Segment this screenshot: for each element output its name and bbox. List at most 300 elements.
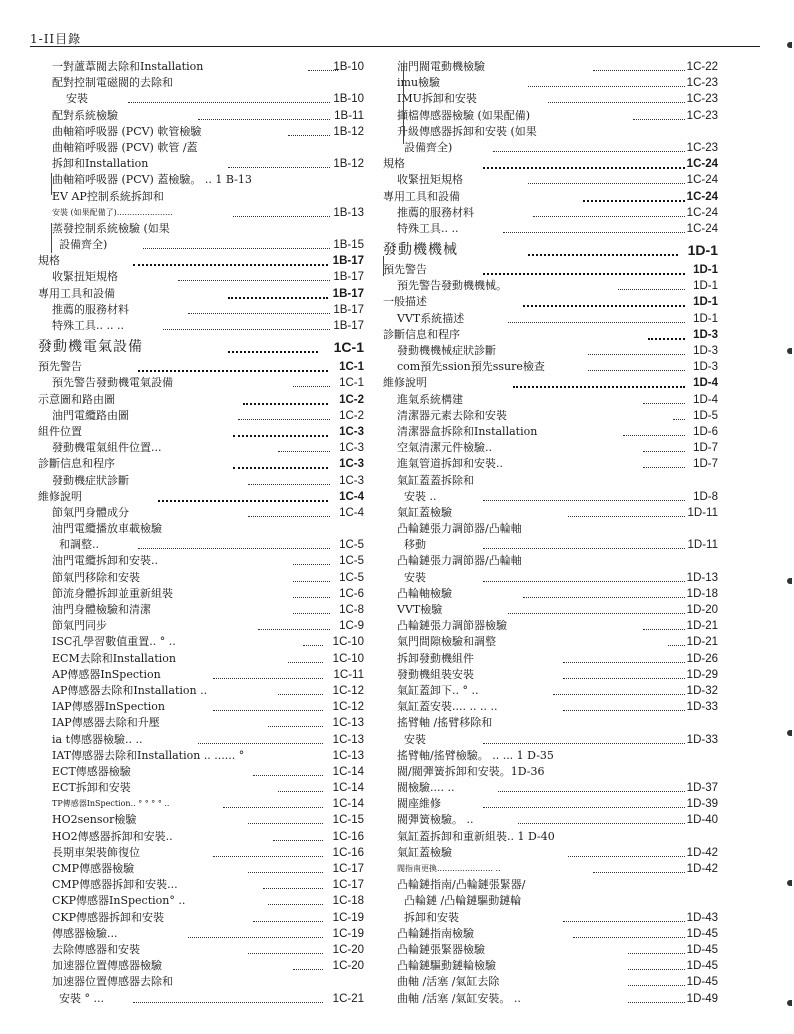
toc-entry-title: 維修說明 bbox=[383, 376, 427, 390]
dot-leader bbox=[593, 872, 685, 873]
dot-leader bbox=[303, 645, 323, 646]
dot-leader bbox=[528, 86, 685, 87]
toc-entry-title: 節氣門移除和安裝 bbox=[52, 570, 140, 584]
toc-entry bbox=[38, 812, 364, 828]
toc-entry-title: 診斷信息和程序 bbox=[38, 457, 115, 471]
toc-entry-title: 油門閥電動機檢驗 bbox=[397, 60, 485, 73]
toc-entry-title: CKP傳感器InSpection° .. bbox=[52, 894, 186, 908]
toc-entry bbox=[383, 108, 718, 124]
toc-page-number: 1D-11 bbox=[687, 506, 718, 519]
toc-entry-title: 預先警告發動機機械。 bbox=[397, 279, 507, 293]
toc-entry-title: 安裝 bbox=[404, 732, 426, 746]
toc-entry-title: VVT系統描述 bbox=[397, 311, 465, 325]
toc-entry-title: 凸輪鏈張力調節器/凸輪軸 bbox=[397, 554, 522, 568]
toc-entry-title: CMP傳感器檢驗 bbox=[52, 862, 135, 875]
toc-page-number: 1C-12 bbox=[332, 701, 364, 714]
toc-entry-title: 特殊工具.. .. bbox=[397, 221, 459, 235]
toc-entry-title: EV AP控制系統拆卸和 bbox=[52, 189, 164, 203]
toc-entry-title: 發動機電氣設備 bbox=[38, 339, 143, 356]
dot-leader bbox=[483, 743, 685, 744]
toc-page-number: 1D-11 bbox=[687, 539, 718, 552]
dot-leader bbox=[133, 1002, 323, 1003]
toc-entry-title: 和調整.. bbox=[59, 538, 99, 552]
toc-entry bbox=[38, 473, 364, 489]
margin-bar bbox=[51, 173, 52, 195]
toc-entry bbox=[383, 343, 718, 359]
dot-leader bbox=[268, 726, 323, 727]
dot-leader bbox=[248, 823, 323, 824]
toc-entry-title: 曲軸箱呼吸器 (PCV) 蓋檢驗。 .. 1 B-13 bbox=[52, 173, 252, 187]
toc-entry bbox=[38, 237, 364, 253]
toc-entry-title: 曲軸箱呼吸器 (PCV) 軟管 /蓋 bbox=[52, 140, 198, 154]
toc-page-number: 1B-12 bbox=[333, 125, 364, 138]
toc-page-number: 1D-6 bbox=[693, 425, 718, 438]
dot-leader bbox=[223, 807, 323, 808]
toc-page-number: 1C-13 bbox=[332, 733, 364, 746]
dot-leader bbox=[228, 351, 318, 353]
toc-entry-title: 發動機症狀診斷 bbox=[52, 473, 129, 487]
toc-heading bbox=[383, 189, 718, 205]
toc-page-number: 1C-24 bbox=[686, 190, 718, 203]
toc-entry bbox=[38, 269, 364, 285]
dot-leader bbox=[523, 305, 685, 307]
toc-heading bbox=[38, 456, 364, 472]
toc-entry-title: 收緊扭矩規格 bbox=[397, 173, 463, 187]
toc-entry-title: 油門電纜拆卸和安裝.. bbox=[52, 554, 158, 568]
toc-entry bbox=[383, 221, 718, 237]
dot-leader bbox=[628, 1002, 685, 1003]
dot-leader bbox=[228, 167, 330, 168]
toc-page-number: 1D-13 bbox=[686, 571, 718, 584]
toc-page-number: 1D-7 bbox=[693, 458, 718, 471]
toc-entry-title: 收緊扭矩規格 bbox=[52, 270, 118, 284]
toc-page-number: 1C-14 bbox=[332, 765, 364, 778]
dot-leader bbox=[213, 710, 323, 711]
toc-entry bbox=[383, 861, 718, 877]
dot-leader bbox=[213, 856, 323, 857]
toc-entry-title: 推薦的服務材料 bbox=[52, 302, 129, 316]
toc-page-number: 1C-20 bbox=[332, 960, 364, 973]
dot-leader bbox=[178, 280, 330, 281]
toc-page-number: 1C-13 bbox=[332, 749, 364, 762]
toc-entry bbox=[383, 311, 718, 327]
page-header: 1-II目錄 bbox=[30, 32, 82, 46]
toc-entry bbox=[38, 124, 364, 140]
toc-page-number: 1C-19 bbox=[332, 911, 364, 924]
toc-entry bbox=[38, 715, 364, 731]
toc-entry-title: 閥指南更換...................... .. bbox=[397, 864, 501, 873]
toc-entry bbox=[38, 537, 364, 553]
dot-leader bbox=[293, 564, 330, 565]
scan-mark bbox=[787, 348, 792, 354]
toc-entry-title: 設備齊全) bbox=[404, 140, 453, 154]
toc-page-number: 1C-24 bbox=[686, 158, 718, 171]
toc-entry bbox=[38, 75, 364, 91]
toc-page-number: 1C-10 bbox=[332, 636, 364, 649]
dot-leader bbox=[643, 451, 685, 452]
toc-page-number: 1C-3 bbox=[339, 425, 364, 438]
toc-page-number: 1C-14 bbox=[332, 782, 364, 795]
toc-page-number: 1D-29 bbox=[686, 668, 718, 681]
toc-page-number: 1D-26 bbox=[686, 652, 718, 665]
margin-bar bbox=[403, 64, 404, 144]
toc-page-number: 1D-5 bbox=[693, 409, 718, 422]
toc-page-number: 1D-33 bbox=[686, 701, 718, 714]
toc-entry-title: 加速器位置傳感器去除和 bbox=[52, 975, 173, 989]
toc-entry-title: 預先警告發動機電氣設備 bbox=[52, 376, 173, 390]
toc-entry bbox=[38, 602, 364, 618]
toc-page-number: 1D-39 bbox=[686, 798, 718, 811]
toc-entry bbox=[383, 553, 718, 569]
toc-entry bbox=[383, 75, 718, 91]
toc-page-number: 1C-1 bbox=[339, 361, 364, 374]
toc-entry-title: ISC孔學習數值重置.. ° .. bbox=[52, 635, 176, 649]
toc-entry-title: 凸輪鏈張力調節器/凸輪軸 bbox=[397, 522, 522, 536]
dot-leader bbox=[258, 629, 330, 630]
toc-entry bbox=[38, 140, 364, 156]
toc-page-number: 1B-10 bbox=[333, 93, 364, 106]
toc-entry bbox=[383, 764, 718, 780]
toc-entry-title: 規格 bbox=[38, 254, 60, 268]
toc-page-number: 1C-23 bbox=[686, 109, 718, 122]
toc-page-number: 1B-17 bbox=[332, 255, 364, 268]
dot-leader bbox=[293, 386, 330, 387]
toc-heading bbox=[38, 392, 364, 408]
toc-entry bbox=[38, 667, 364, 683]
toc-entry-title: 氣缸蓋蓋拆除和 bbox=[397, 473, 474, 487]
toc-page-number: 1D-32 bbox=[686, 684, 718, 697]
toc-page-number: 1D-45 bbox=[686, 960, 718, 973]
toc-entry bbox=[383, 489, 718, 505]
toc-page-number: 1D-1 bbox=[693, 312, 718, 325]
toc-entry bbox=[38, 156, 364, 172]
toc-section bbox=[383, 237, 718, 262]
toc-page-number: 1B-17 bbox=[333, 271, 364, 284]
toc-entry-title: 油門電纜路由圖 bbox=[52, 408, 129, 422]
toc-heading bbox=[38, 253, 364, 269]
toc-entry-title: IAT傳感器去除和Installation .. ...... ° bbox=[52, 748, 245, 762]
toc-entry-title: 曲軸箱呼吸器 (PCV) 軟管檢驗 bbox=[52, 124, 202, 138]
toc-entry bbox=[38, 91, 364, 107]
toc-entry bbox=[38, 221, 364, 237]
toc-page-number: 1C-12 bbox=[332, 684, 364, 697]
dot-leader bbox=[158, 500, 328, 502]
toc-entry bbox=[383, 667, 718, 683]
toc-page-number: 1D-20 bbox=[686, 604, 718, 616]
toc-heading bbox=[38, 424, 364, 440]
dot-leader bbox=[563, 921, 685, 922]
toc-page-number: 1B-17 bbox=[332, 287, 364, 300]
dot-leader bbox=[238, 419, 330, 420]
toc-page-number: 1C-2 bbox=[339, 409, 364, 422]
dot-leader bbox=[188, 937, 323, 938]
scan-mark bbox=[787, 880, 792, 886]
dot-leader bbox=[628, 953, 685, 954]
dot-leader bbox=[198, 119, 330, 120]
toc-page-number: 1B-10 bbox=[333, 61, 364, 73]
margin-bar bbox=[383, 256, 384, 276]
toc-entry-title: 拆卸發動機組件 bbox=[397, 651, 474, 665]
toc-entry bbox=[38, 699, 364, 715]
toc-page-number: 1D-4 bbox=[693, 393, 718, 406]
toc-page-number: 1B-17 bbox=[333, 320, 364, 332]
dot-leader bbox=[483, 581, 685, 582]
dot-leader bbox=[583, 200, 685, 202]
toc-entry-title: 進氣管道拆卸和安裝.. bbox=[397, 457, 503, 471]
toc-entry-title: 曲軸 /活塞 /氣缸去除 bbox=[397, 975, 500, 989]
dot-leader bbox=[133, 264, 328, 266]
dot-leader bbox=[648, 338, 685, 340]
toc-entry bbox=[38, 189, 364, 205]
toc-entry bbox=[383, 537, 718, 553]
dot-leader bbox=[513, 386, 685, 388]
toc-entry bbox=[38, 845, 364, 861]
toc-entry bbox=[38, 796, 364, 812]
toc-entry bbox=[383, 926, 718, 942]
dot-leader bbox=[243, 403, 328, 405]
toc-page-number: 1D-40 bbox=[686, 814, 718, 827]
toc-entry-title: TP傳感器InSpection.. ° ° ° ° .. bbox=[52, 799, 170, 809]
dot-leader bbox=[273, 840, 323, 841]
dot-leader bbox=[493, 151, 685, 152]
toc-entry bbox=[38, 764, 364, 780]
toc-entry bbox=[38, 59, 364, 75]
toc-entry bbox=[383, 172, 718, 188]
dot-leader bbox=[643, 629, 685, 630]
toc-entry-title: 規格 bbox=[383, 157, 405, 171]
toc-entry-title: 一對蘆葦閥去除和Installation bbox=[52, 60, 204, 73]
toc-entry-title: CKP傳感器拆卸和安裝 bbox=[52, 910, 165, 924]
dot-leader bbox=[228, 297, 328, 299]
dot-leader bbox=[518, 823, 685, 824]
toc-entry-title: 傳感器檢驗... bbox=[52, 926, 118, 940]
dot-leader bbox=[293, 969, 323, 970]
toc-entry-title: 預先警告 bbox=[383, 263, 427, 277]
toc-entry-title: 搖臂軸/搖臂檢驗。 .. ... 1 D-35 bbox=[397, 748, 554, 762]
toc-page-number: 1C-1 bbox=[333, 339, 364, 356]
toc-entry-title: 安裝 ° ... bbox=[59, 991, 104, 1005]
toc-entry-title: 診斷信息和程序 bbox=[383, 327, 460, 341]
dot-leader bbox=[163, 329, 330, 330]
toc-entry-title: 空氣清潔元件檢驗.. bbox=[397, 441, 492, 455]
toc-entry bbox=[38, 877, 364, 893]
toc-page-number: 1C-4 bbox=[339, 506, 364, 519]
scan-mark bbox=[787, 1000, 792, 1006]
toc-entry-title: 安裝 .. bbox=[404, 489, 437, 503]
dot-leader bbox=[278, 791, 323, 792]
dot-leader bbox=[573, 937, 685, 938]
dot-leader bbox=[278, 694, 323, 695]
toc-entry bbox=[383, 618, 718, 634]
dot-leader bbox=[673, 419, 685, 420]
toc-page-number: 1C-23 bbox=[686, 93, 718, 106]
toc-heading bbox=[38, 286, 364, 302]
dot-leader bbox=[568, 516, 685, 517]
toc-entry bbox=[383, 796, 718, 812]
toc-heading bbox=[383, 375, 718, 391]
dot-leader bbox=[563, 662, 685, 663]
toc-entry-title: 推薦的服務材料 bbox=[397, 205, 474, 219]
dot-leader bbox=[483, 548, 685, 549]
toc-entry bbox=[383, 829, 718, 845]
toc-entry bbox=[38, 926, 364, 942]
toc-entry bbox=[38, 958, 364, 974]
dot-leader bbox=[618, 289, 685, 290]
header-rule bbox=[30, 46, 760, 47]
toc-entry-title: 凸輪鏈指南檢驗 bbox=[397, 926, 474, 940]
toc-page-number: 1C-15 bbox=[332, 814, 364, 827]
toc-entry-title: 節流身體拆卸並重新組裝 bbox=[52, 586, 173, 600]
toc-entry-title: 預先警告 bbox=[38, 360, 82, 374]
toc-entry bbox=[383, 440, 718, 456]
toc-entry-title: 閥彈簧檢驗。 .. bbox=[397, 813, 474, 827]
toc-entry-title: ECM去除和Installation bbox=[52, 651, 177, 665]
dot-leader bbox=[553, 694, 685, 695]
toc-heading bbox=[383, 294, 718, 310]
toc-entry bbox=[38, 172, 364, 188]
toc-entry bbox=[383, 521, 718, 537]
toc-page-number: 1D-42 bbox=[686, 863, 718, 875]
toc-entry bbox=[383, 634, 718, 650]
toc-entry bbox=[38, 505, 364, 521]
toc-entry-title: 氣缸蓋安裝.... .. .. .. bbox=[397, 700, 498, 714]
toc-entry bbox=[383, 683, 718, 699]
toc-entry-title: 維修說明 bbox=[38, 489, 82, 503]
toc-page-number: 1C-18 bbox=[332, 895, 364, 908]
toc-page-number: 1D-3 bbox=[693, 328, 718, 341]
toc-heading bbox=[383, 327, 718, 343]
toc-entry-title: 安裝 bbox=[66, 92, 88, 106]
toc-page-number: 1B-17 bbox=[333, 303, 364, 316]
toc-page-number: 1D-49 bbox=[686, 992, 718, 1005]
toc-entry bbox=[38, 651, 364, 667]
toc-right-column bbox=[383, 59, 718, 1007]
dot-leader bbox=[248, 484, 330, 485]
toc-entry-title: 發動機機械 bbox=[383, 242, 458, 259]
toc-page-number: 1B-11 bbox=[334, 109, 364, 122]
toc-entry bbox=[38, 553, 364, 569]
toc-entry bbox=[383, 780, 718, 796]
toc-entry-title: 發動機電氣組件位置... bbox=[52, 441, 162, 455]
dot-leader bbox=[138, 370, 328, 372]
toc-entry-title: HO2傳感器拆卸和安裝.. bbox=[52, 829, 173, 843]
toc-page-number: 1B-15 bbox=[333, 239, 364, 252]
toc-page-number: 1C-24 bbox=[686, 174, 718, 187]
toc-entry-title: 擷檔傳感器檢驗 (如果配備) bbox=[397, 108, 531, 122]
toc-entry bbox=[38, 521, 364, 537]
toc-page-number: 1C-23 bbox=[686, 77, 718, 90]
toc-entry-title: 凸輪鏈張力調節器檢驗 bbox=[397, 619, 507, 633]
toc-page-number: 1C-3 bbox=[339, 442, 364, 455]
dot-leader bbox=[293, 613, 330, 614]
dot-leader bbox=[233, 467, 328, 469]
toc-entry bbox=[38, 618, 364, 634]
toc-page-number: 1D-1 bbox=[693, 264, 718, 277]
toc-heading bbox=[38, 489, 364, 505]
toc-entry bbox=[383, 602, 718, 618]
toc-page-number: 1C-5 bbox=[339, 539, 364, 552]
toc-entry-title: HO2sensor檢驗 bbox=[52, 813, 137, 827]
dot-leader bbox=[263, 888, 323, 889]
dot-leader bbox=[253, 775, 323, 776]
toc-page-number: 1D-21 bbox=[686, 636, 718, 649]
toc-entry-title: 特殊工具.. .. .. bbox=[52, 319, 124, 332]
dot-leader bbox=[268, 904, 323, 905]
toc-entry bbox=[38, 829, 364, 845]
toc-entry bbox=[38, 991, 364, 1007]
toc-entry bbox=[383, 586, 718, 602]
toc-page-number: 1D-37 bbox=[686, 782, 718, 795]
toc-entry-title: 加速器位置傳感器檢驗 bbox=[52, 959, 162, 973]
toc-page-number: 1C-6 bbox=[339, 587, 364, 600]
toc-entry bbox=[38, 683, 364, 699]
toc-entry bbox=[383, 715, 718, 731]
toc-page-number: 1C-21 bbox=[332, 992, 364, 1005]
scan-mark bbox=[787, 42, 792, 48]
dot-leader bbox=[588, 370, 685, 371]
toc-page-number: 1C-24 bbox=[686, 222, 718, 235]
toc-entry-title: 安裝 bbox=[404, 570, 426, 584]
toc-page-number: 1D-42 bbox=[686, 846, 718, 859]
toc-page-number: 1D-7 bbox=[693, 442, 718, 455]
toc-entry bbox=[383, 278, 718, 294]
toc-page-number: 1D-4 bbox=[693, 377, 718, 390]
toc-entry bbox=[38, 748, 364, 764]
toc-entry-title: IMU拆卸和安裝 bbox=[397, 92, 477, 106]
dot-leader bbox=[528, 183, 685, 184]
toc-entry bbox=[383, 893, 718, 909]
toc-entry-title: VVT檢驗 bbox=[397, 603, 443, 616]
dot-leader bbox=[188, 313, 330, 314]
toc-page-number: 1C-2 bbox=[339, 393, 364, 406]
dot-leader bbox=[593, 70, 685, 71]
toc-entry-title: 凸輪鏈驅動鏈輪檢驗 bbox=[397, 959, 496, 973]
toc-heading bbox=[383, 262, 718, 278]
toc-page-number: 1B-13 bbox=[333, 206, 364, 219]
toc-page-number: 1D-45 bbox=[686, 927, 718, 940]
toc-entry bbox=[383, 124, 718, 140]
toc-entry bbox=[383, 140, 718, 156]
dot-leader bbox=[498, 791, 685, 792]
toc-entry-title: 氣缸蓋拆卸和重新組裝.. 1 D-40 bbox=[397, 829, 555, 843]
toc-entry-title: 閥檢驗.... .. bbox=[397, 781, 455, 795]
toc-entry-title: 節氣門身體成分 bbox=[52, 505, 129, 519]
toc-entry-title: 示意圖和路由圖 bbox=[38, 392, 115, 406]
toc-entry-title: 一般描述 bbox=[383, 295, 427, 309]
toc-entry-title: 節氣門同步 bbox=[52, 619, 107, 633]
toc-entry-title: 進氣系統構建 bbox=[397, 392, 463, 406]
toc-entry-title: 發動機機械症狀診斷 bbox=[397, 344, 496, 357]
toc-entry bbox=[383, 359, 718, 375]
toc-entry-title: 組件位置 bbox=[38, 424, 82, 438]
dot-leader bbox=[523, 597, 685, 598]
toc-page-number: 1C-17 bbox=[332, 863, 364, 875]
toc-entry bbox=[38, 108, 364, 124]
toc-entry-title: 曲軸 /活塞 /氣缸安裝。 .. bbox=[397, 991, 521, 1005]
dot-leader bbox=[248, 953, 323, 954]
toc-page-number: 1C-23 bbox=[686, 141, 718, 154]
toc-page-number: 1C-22 bbox=[686, 61, 718, 73]
toc-entry bbox=[38, 205, 364, 221]
toc-entry-title: 配對系統檢驗 bbox=[52, 108, 118, 122]
toc-left-column bbox=[38, 59, 364, 1007]
toc-entry-title: 發動機組裝安裝 bbox=[397, 667, 474, 681]
toc-entry bbox=[383, 699, 718, 715]
toc-entry bbox=[38, 910, 364, 926]
toc-entry bbox=[383, 651, 718, 667]
toc-entry-title: 氣缸蓋卸下.. ° .. bbox=[397, 683, 479, 697]
toc-entry bbox=[38, 974, 364, 990]
